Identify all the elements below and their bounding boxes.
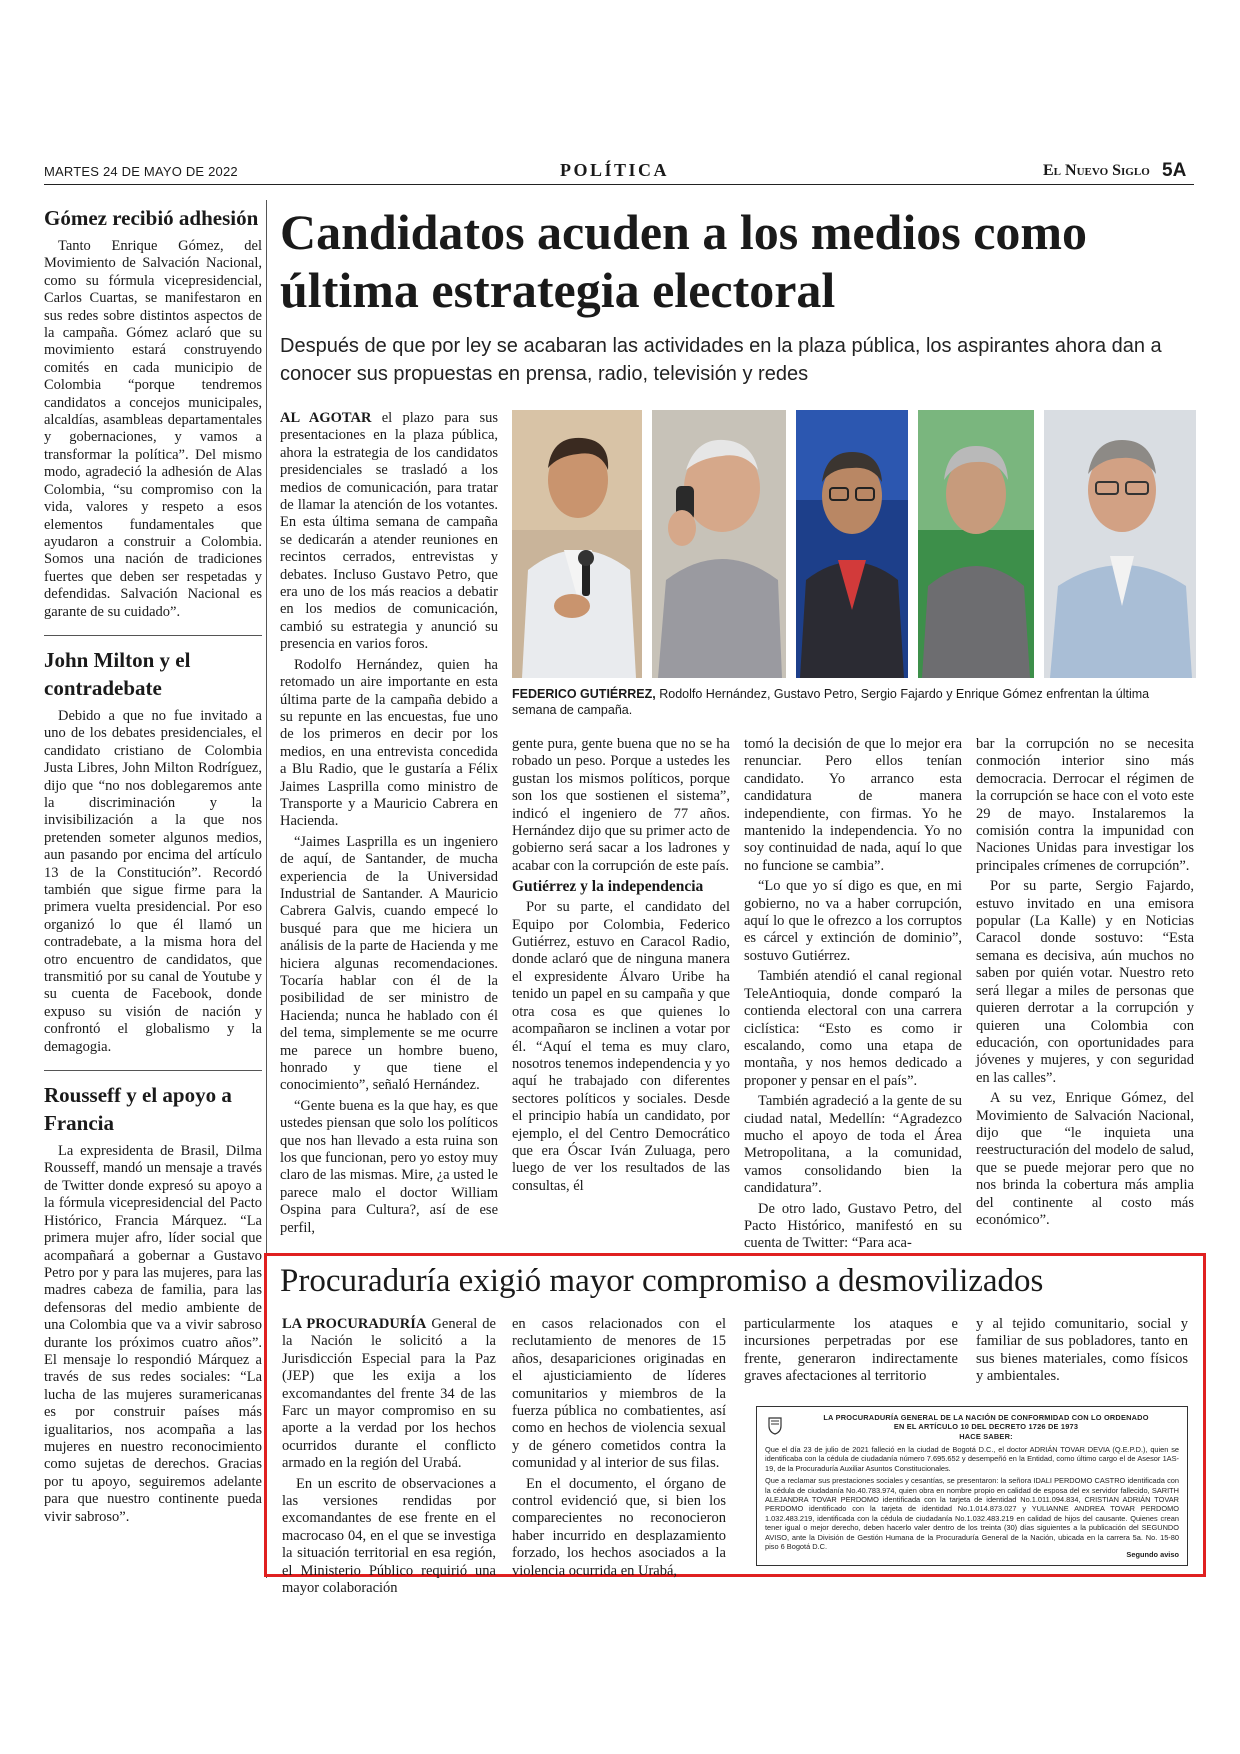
article-paragraph: “Jaimes Lasprilla es un ingeniero de aquí, de Santander, de mucha experiencia de la Universidad Industrial de Santander. A Mauricio Cabrera Galvis, cuando empecé lo busqué para que me hiciera un análisis de la parte de Hacienda y me hiciera algunas recomendaciones. Tocaría hablar con él de la posibilidad de ser ministro de Hacienda; nunca he hablado con él del tema, simplemente se me ocurre me parece un hombre bueno, honrado y que tiene el conocimiento”, señaló Hernández.	[280, 833, 498, 1094]
article-paragraph: Por su parte, el candidato del Equipo por Colombia, Federico Gutiérrez, estuvo en Caracol Radio, donde aclaró que de ninguna manera el expresidente Álvaro Uribe ha tenido un papel en su campaña y que otra cosa es que quienes lo acompañaron se inclinen a votar por él. “Aquí el tema es muy claro, nosotros tenemos independencia y yo aquí he trabajado con diferentes sectores políticos y sociales. Desde el principio había un candidato, por ejemplo, el del Centro Democrático que era Óscar Iván Zuluaga, pero luego de ver los resultados de las consultas, él	[512, 899, 730, 1194]
boxed-column-2	[512, 1316, 726, 1583]
article-paragraph: “Gente buena es la que hay, es que ustedes piensan que solo los políticos que nos han llevado a esta ruina son los que funcionan, pero yo estoy muy claro de las mismas. Mire, ¿a usted le parece malo el doctor William Ospina para Cultura?, así de ese perfil,	[280, 1097, 498, 1236]
photo-federico-gutierrez	[512, 410, 642, 678]
boxed-column-3	[744, 1316, 958, 1389]
boxed-column-4	[976, 1316, 1188, 1389]
legal-notice	[756, 1406, 1188, 1566]
brief-body: La expresidenta de Brasil, Dilma Rousseff, mandó un mensaje a través de Twitter donde expresó su apoyo a la fórmula vicepresidencial del Pacto Histórico, Francia Márquez. “La primera mujer afro, líder social que acompañará a gobernar a Gustavo Petro por y para las mujeres, para las madres cabeza de familia, para las defensoras del medio ambiente de una Colombia que va a vivir sabroso durante los próximos cuatro años”. El mensaje lo respondió Márquez a través de sus redes sociales: “La lucha de las mujeres suramericanas es por construir países más igualitarios, nos acompaña a las mujeres en nuestro reconocimiento como sujetas de derechos. Gracias por tu apoyo, seguiremos adelante para que nuestro continente pueda vivir sabroso”.	[44, 1143, 262, 1525]
notice-heading: HACE SABER:	[959, 1431, 1013, 1441]
main-subtitle: Después de que por ley se acabaran las actividades en la plaza pública, los aspirantes ahora dan a conocer sus propuestas en prensa, radio, televisión y redes	[280, 335, 1162, 385]
article-paragraph: A su vez, Enrique Gómez, del Movimiento de Salvación Nacional, dijo que “le inquieta una reestructuración del modelo de salud, que se puede mejorar pero que no nos brinda la cobertura más amplia del continente al costo más económico”.	[976, 1090, 1194, 1228]
notice-heading: LA PROCURADURÍA GENERAL DE LA NACIÓN DE CONFORMIDAD CON LO ORDENADO	[823, 1413, 1149, 1422]
article-paragraph: bar la corrupción no se necesita conmoción interior sino más democracia. Derrocar el régimen de la corrupción se hace con el voto este 29 de mayo. Instalaremos la comisión contra la impunidad con Naciones Unidas para investigar los principales crímenes de corrupción”.	[976, 736, 1194, 874]
page-number: 5A	[1162, 160, 1187, 181]
article-column-4	[976, 736, 1194, 1232]
issue-date: MARTES 24 DE MAYO DE 2022	[44, 164, 238, 179]
article-paragraph: De otro lado, Gustavo Petro, del Pacto Histórico, manifestó en su cuenta de Twitter: “Para aca-	[744, 1200, 962, 1252]
newspaper-name: El Nuevo Siglo	[1043, 162, 1150, 179]
article-paragraph: AL AGOTAR el plazo para sus presentaciones en la plaza pública, ahora la estrategia de los candidatos presidenciales se trasladó a los medios de comunicación, para tratar de llamar la atención de los votantes. En esta última semana de campaña se dedicarán a atender reuniones en recintos cerrados, entrevistas y debates. Incluso Gustavo Petro, que era uno de los más reacios a debatir en los medios de comunicación, cambió su estrategia y anunció su presencia en varios foros.	[280, 410, 498, 653]
brief-body: Debido a que no fue invitado a uno de los debates presidenciales, el candidato cristiano de Colombia Justa Libres, John Milton Rodríguez, dijo que “no nos doblegaremos ante la discriminación y la invisibilización a la que nos pretenden someter algunos medios, aun pasando por encima del artículo 13 de la Constitución”. Recordó también que sigue firme para la primera vuelta presidencial. Por eso organizó lo que él llamó un contradebate, a la misma hora del otro encuentro de candidatos, que transmitió por su canal de Youtube y su cuenta de Facebook, donde expuso su visión de nación y confrontó el globalismo y la demagogia.	[44, 707, 262, 1055]
candidates-photo-strip	[512, 410, 1196, 678]
lead-in: LA PROCURADURÍA	[282, 1316, 427, 1332]
boxed-paragraph: y al tejido comunitario, social y familiar de sus pobladores, tanto en sus bienes materiales, como físicos y ambientales.	[976, 1316, 1188, 1385]
section-name: POLÍTICA	[560, 160, 670, 180]
brief-divider	[44, 1070, 262, 1071]
notice-paragraph: Que el día 23 de julio de 2021 falleció en la ciudad de Bogotá D.C., el doctor ADRIÁN TOVAR DEVIA (Q.E.P.D.), quien se identificaba con la cédula de ciudadanía número 7.695.652 y desempeñó en la Entidad, como último cargo el de Asesor 1AS-19, de la Procuraduría Auxiliar Asuntos Constitucionales.	[765, 1445, 1179, 1473]
notice-paragraph: Que a reclamar sus prestaciones sociales y cesantías, se presentaron: la señora IDALI PERDOMO CASTRO identificada con la cédula de ciudadanía No.40.783.974, quien obra en nombre propio en calidad de esposa del ex servidor fallecido, SARITH ALEJANDRA TOVAR PERDOMO identificada con la tarjeta de identidad No.1.011.094.834, CRISTIAN ADRIÁN TOVAR PERDOMO identificado con la tarjeta de identidad No.1.014.873.027 y YULIANNE ANDREA TOVAR PERDOMO 1.032.483.219, identificada con la cédula de ciudadanía No.1.032.483.219 en calidad de hijos del causante. Quienes crean tener igual o mejor derecho, deben hacerlo valer dentro de los treinta (30) días siguientes a la publicación del SEGUNDO AVISO, ante la División de Gestión Humana de la Procuraduría General de la Nación, ubicada en la carrera 5a. No. 15-80 piso 6 Bogotá D.C.	[765, 1476, 1179, 1552]
boxed-paragraph: En un escrito de observaciones a las versiones rendidas por excomandantes de ese frente en el macrocaso 04, en el que se investiga la situación territorial en esa región, el Ministerio Público requirió una mayor colaboración	[282, 1475, 496, 1597]
article-paragraph: Rodolfo Hernández, quien ha retomado un aire importante en esta última parte de la campaña debido a su repunte en las encuestas, fue uno de los primeros en decir por los medios, en una entrevista concedida a Blu Radio, que le gustaría a Félix Jaimes Lasprilla como ministro de Transporte y a Mauricio Cabrera en Hacienda.	[280, 656, 498, 830]
article-paragraph: tomó la decisión de que lo mejor era renunciar. Pero ellos tenían candidato. Yo arranco esta candidatura de manera independiente, con firmas. Yo he mantenido la independencia. Yo no soy continuidad de nada, aquí lo que no funcione se cambia”.	[744, 736, 962, 874]
photo-enrique-gomez	[1044, 410, 1196, 678]
boxed-column-1	[282, 1316, 496, 1601]
article-column-2	[512, 736, 730, 1198]
article-paragraph: También atendió el canal regional TeleAntioquia, donde comparó la contienda electoral con una carrera ciclística: “Esto es como ir escalando, como una etapa de montaña, y nos hemos dedicado a proponer y pensar en el país”.	[744, 968, 962, 1089]
boxed-paragraph: En el documento, el órgano de control evidenció que, si bien los comparecientes no reconocieron haber incurrido en desplazamiento forzado, los hechos asociados a la violencia ocurrida en Urabá,	[512, 1475, 726, 1579]
brief-body: Tanto Enrique Gómez, del Movimiento de Salvación Nacional, como su fórmula vicepresidencial, Carlos Cuartas, se manifestaron en sus redes sobre distintos aspectos de la campaña. Gómez aclaró que su movimiento estará construyendo comités en cada municipio de Colombia “porque tendremos candidatos a concejos municipales, alcaldías, asambleas departamentales y gobernaciones, y vamos a transformar la política”. Del mismo modo, agradeció la adhesión de Alas Colombia, “su compromiso con la vida, valores y respeto a esos elementos fundamentales que ayudaron a construir a Colombia. Somos una nación de tradiciones fuertes que deben ser respetadas y defendidas. Salvación Nacional es garante de su cuidado”.	[44, 238, 262, 620]
lead-in: AL AGOTAR	[280, 410, 372, 426]
photo-sergio-fajardo	[918, 410, 1034, 678]
main-headline: Candidatos acuden a los medios como última estrategia electoral	[280, 204, 1088, 318]
boxed-paragraph: en casos relacionados con el reclutamiento de menores de 15 años, desapariciones originadas en el ajusticiamiento de líderes comunitarios y miembros de la fuerza pública no combatientes, así como en hechos de violencia sexual y de género cometidos contra la comunidad y al interior de sus filas.	[512, 1316, 726, 1472]
boxed-paragraph: particularmente los ataques e incursiones perpetradas por ese frente, generaron indirectamente graves afectaciones al territorio	[744, 1316, 958, 1385]
brief-title: Rousseff y el apoyo a Francia	[44, 1083, 232, 1136]
notice-footer: Segundo aviso	[1126, 1549, 1179, 1559]
notice-heading: EN EL ARTÍCULO 10 DEL DECRETO 1726 DE 1973	[893, 1422, 1079, 1432]
boxed-headline: Procuraduría exigió mayor compromiso a desmovilizados	[280, 1263, 1044, 1299]
article-subhead: Gutiérrez y la independencia	[512, 878, 704, 896]
brief-divider	[44, 635, 262, 636]
photo-gustavo-petro	[796, 410, 908, 678]
brief-title: John Milton y el contradebate	[44, 647, 191, 700]
header-rule	[44, 184, 1194, 185]
article-column-1	[280, 410, 498, 1240]
article-paragraph: Por su parte, Sergio Fajardo, estuvo invitado en una emisora popular (La Kalle) y en Noticias Caracol donde sostuvo: “Esta semana es decisiva, aún muchos no saben por quién votar. Nuestro reto será llegar a miles de personas que quieren derrotar a la corrupción y quieren una Colombia con educación, con oportunidades para jóvenes y mujeres, y con seguridad en las calles”.	[976, 878, 1194, 1086]
article-paragraph: “Lo que yo sí digo es que, en mi gobierno, no va a haber corrupción, aquí lo que le ofrezco a los corruptos es cárcel y extinción de dominio”, sostuvo Gutiérrez.	[744, 878, 962, 964]
boxed-paragraph: LA PROCURADURÍA General de la Nación le solicitó a la Jurisdicción Especial para la Paz (JEP) que les exija a los excomandantes del frente 34 de las Farc un mayor compromiso en su aporte a la verdad por los hechos ocurridos durante el conflicto armado en la región del Urabá.	[282, 1316, 496, 1472]
brief-title: Gómez recibió adhesión	[44, 206, 259, 230]
article-paragraph: También agradeció a la gente de su ciudad natal, Medellín: “Agradezco mucho el apoyo de toda el Área Metropolitana, a la comunidad, vamos consolidando bien la candidatura”.	[744, 1093, 962, 1197]
article-column-3	[744, 736, 962, 1256]
photo-rodolfo-hernandez	[652, 410, 786, 678]
sidebar-briefs	[44, 204, 262, 1540]
coat-of-arms-icon	[765, 1415, 785, 1435]
photo-caption: FEDERICO GUTIÉRREZ, Rodolfo Hernández, Gustavo Petro, Sergio Fajardo y Enrique Gómez enfrentan la última semana de campaña.	[512, 687, 1150, 717]
caption-lead: FEDERICO GUTIÉRREZ,	[512, 687, 656, 701]
article-paragraph: gente pura, gente buena que no se ha robado un peso. Porque a ustedes les gustan los mismos políticos, porque son los que sostienen el sistema”, indicó el ingeniero de 77 años. Hernández dijo que su primer acto de gobierno será sacar a los ladrones y acabar con la corrupción de este país.	[512, 736, 730, 874]
